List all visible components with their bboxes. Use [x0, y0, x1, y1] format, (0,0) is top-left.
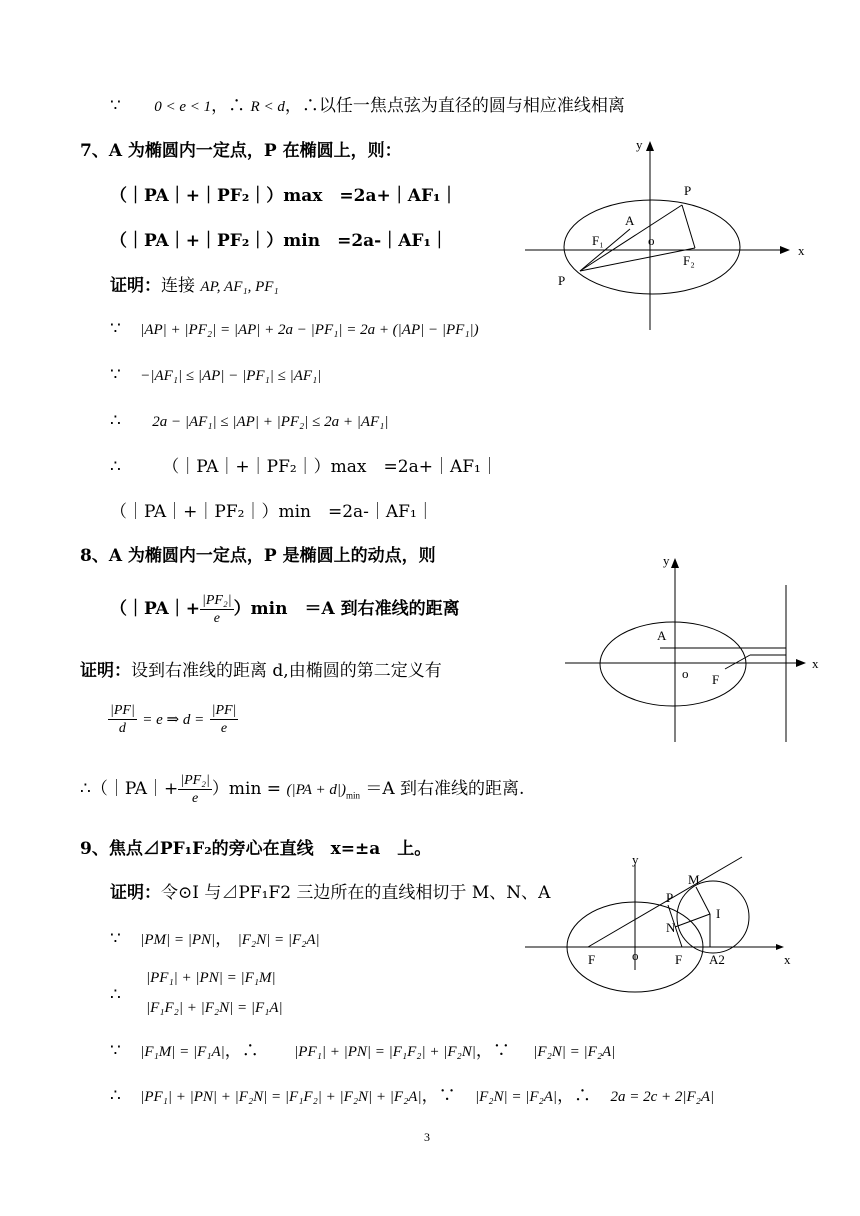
- math-implication: = e ⇒ d =: [142, 712, 205, 728]
- math-inequality: R < d: [250, 99, 285, 115]
- connector-text: ，∴: [557, 1086, 592, 1106]
- math-equation: |F₂N| = |F₂A|: [475, 1089, 558, 1105]
- connector-text: ，∴: [211, 96, 246, 116]
- label-p-top: P: [684, 183, 692, 198]
- conclusion-text: ，∴以任一焦点弦为直径的圆与相应准线相离: [284, 96, 625, 116]
- label-x: x: [798, 243, 805, 258]
- proof-7-step1: [110, 318, 479, 341]
- proof-7-result-min: （｜PA｜+｜PF₂｜）min =2a-｜AF₁｜: [110, 502, 434, 522]
- label-o: o: [648, 233, 655, 248]
- fraction-pf2-e: [178, 772, 212, 807]
- therefore-symbol: ∴: [110, 457, 121, 477]
- proof-9-step2b: [146, 996, 283, 1019]
- proof-8-intro: [80, 660, 442, 682]
- proof-9-step2-symbol: ∴: [110, 985, 121, 1005]
- proof-text: 令⊙I 与⊿PF₁F2 三边所在的直线相切于 M、N、A: [161, 883, 551, 903]
- label-o: o: [682, 666, 689, 681]
- math-equation: |AP| + |PF₂| = |AP| + 2a − |PF₁| = 2a + (|AP| − |PF₁|): [140, 322, 479, 338]
- page-number: 3: [424, 1130, 430, 1144]
- label-m: M: [688, 872, 700, 887]
- label-x: x: [812, 656, 819, 671]
- formula-part: （｜PA｜+: [110, 599, 200, 619]
- because-symbol: ∵: [110, 929, 121, 949]
- proof-7-step3: [110, 410, 389, 433]
- because-symbol: ∵: [110, 1041, 121, 1061]
- label-y: y: [663, 553, 670, 568]
- because-symbol: ∵: [110, 319, 121, 339]
- label-a: A: [657, 628, 667, 643]
- math-inequality: −|AF₁| ≤ |AP| − |PF₁| ≤ |AF₁|: [140, 368, 322, 384]
- proof-label: 证明：: [80, 661, 131, 681]
- proof-9-step1: [110, 928, 320, 951]
- formula-part: ）min ＝A 到右准线的距离: [233, 599, 460, 619]
- x-arrow-icon: [796, 659, 806, 667]
- math-equation: 2a = 2c + 2|F₂A|: [610, 1089, 715, 1105]
- label-p: P: [666, 890, 674, 905]
- fraction-numerator: |PF₂|: [180, 773, 210, 788]
- label-a2: A2: [709, 952, 725, 967]
- math-equation: |PF₁| + |PN| = |F₁F₂| + |F₂N|: [294, 1044, 476, 1060]
- therefore-symbol: ∴: [110, 1086, 121, 1106]
- segment-pf2: [682, 205, 695, 248]
- formula-7-min: （｜PA｜+｜PF₂｜）min =2a-｜AF₁｜: [110, 231, 448, 251]
- math-segments: AP, AF₁, PF₁: [200, 279, 279, 295]
- proof-text: 设到右准线的距离 d,由椭圆的第二定义有: [131, 661, 442, 681]
- fraction-numerator: |PF₂|: [201, 593, 232, 608]
- continuation-line: [110, 95, 625, 118]
- math-equation: |PF₁| + |PN| + |F₂N| = |F₁F₂| + |F₂N| + |F₂A|: [140, 1089, 422, 1105]
- radius-in: [675, 914, 710, 927]
- math-inequality: 2a − |AF₁| ≤ |AP| + |PF₂| ≤ 2a + |AF₁|: [152, 414, 389, 430]
- heading-7: 7、A 为椭圆内一定点，P 在椭圆上，则：: [80, 141, 402, 161]
- therefore-symbol: ∴: [110, 411, 121, 431]
- math-equation: |F₁F₂| + |F₂N| = |F₁A|: [146, 1000, 283, 1016]
- proof-7-intro: [110, 275, 279, 298]
- formula-8: [110, 592, 460, 627]
- figure-9-excircle: [520, 852, 800, 972]
- result-part: ＝A 到右准线的距离.: [365, 779, 525, 799]
- heading-9: 9、焦点⊿PF₁F₂的旁心在直线 x=±a 上。: [80, 839, 432, 859]
- proof-7-step2: [110, 364, 321, 387]
- label-f-left: F: [588, 952, 596, 967]
- proof-9-step4: [110, 1085, 714, 1108]
- label-f2: F₂: [683, 253, 695, 268]
- label-n: N: [666, 920, 676, 935]
- proof-label: 证明：: [110, 276, 161, 296]
- x-arrow-icon: [776, 944, 784, 950]
- line-f1-p-extended: [588, 857, 742, 947]
- proof-9-step2a: [146, 966, 276, 989]
- comma: ，: [215, 929, 233, 949]
- proof-7-result-max: [110, 456, 498, 478]
- math-inequality: 0 < e < 1: [154, 99, 212, 115]
- fraction-denominator: d: [118, 721, 126, 736]
- math-equation: |F₂N| = |F₂A|: [533, 1044, 616, 1060]
- proof-8-result: [80, 772, 524, 807]
- fraction-pf2-e: [200, 592, 234, 627]
- heading-8: 8、A 为椭圆内一定点，P 是椭圆上的动点，则: [80, 546, 436, 566]
- fraction-denominator: e: [213, 611, 220, 626]
- label-i: I: [716, 906, 721, 921]
- proof-9-step3: [110, 1040, 615, 1063]
- proof-label: 证明：: [110, 883, 161, 903]
- math-equation: |PF₁| + |PN| = |F₁M|: [146, 970, 276, 986]
- y-arrow-icon: [646, 141, 654, 151]
- figure-7-ellipse: [520, 135, 810, 335]
- result-part: ）min =: [211, 779, 282, 799]
- math-equation: |F₂N| = |F₂A|: [237, 932, 320, 948]
- fraction-denominator: e: [191, 791, 199, 806]
- label-o: o: [632, 948, 639, 963]
- label-x: x: [784, 952, 791, 967]
- fraction-numerator: |PF|: [211, 703, 237, 718]
- excircle-i: [677, 881, 749, 953]
- x-arrow-icon: [780, 246, 790, 254]
- label-f1: F₁: [592, 233, 604, 248]
- fraction-numerator: |PF|: [110, 703, 135, 718]
- connector-text: ，∴: [224, 1041, 259, 1061]
- fraction-pf-e: [210, 702, 239, 737]
- radius-im: [696, 887, 710, 914]
- result-part: ∴（｜PA｜+: [80, 779, 179, 799]
- ellipse-curve: [600, 622, 746, 706]
- figure-8-ellipse: [560, 550, 830, 750]
- label-p-left: P: [558, 273, 566, 288]
- proof-8-definition: [108, 702, 238, 737]
- fraction-denominator: e: [220, 721, 228, 736]
- proof-9-intro: [110, 882, 550, 904]
- connector-text: ，∵: [421, 1086, 456, 1106]
- connector-text: ，∵: [475, 1041, 510, 1061]
- label-y: y: [632, 852, 639, 867]
- label-f-right: F: [675, 952, 683, 967]
- result-text: （｜PA｜+｜PF₂｜）max =2a+｜AF₁｜: [162, 457, 498, 477]
- math-equation: |F₁M| = |F₁A|: [140, 1044, 225, 1060]
- label-a: A: [625, 213, 635, 228]
- y-arrow-icon: [671, 558, 679, 568]
- label-y: y: [636, 137, 643, 152]
- math-equation: |PM| = |PN|: [140, 932, 216, 948]
- subscript-min: min: [345, 790, 360, 801]
- formula-7-max: （｜PA｜+｜PF₂｜）max =2a+｜AF₁｜: [110, 186, 458, 206]
- proof-text: 连接: [161, 276, 195, 296]
- math-expression: (|PA + d|): [286, 782, 346, 798]
- because-symbol: ∵: [110, 96, 121, 116]
- fraction-pf-d: [108, 702, 137, 737]
- because-symbol: ∵: [110, 365, 121, 385]
- label-f: F: [712, 672, 720, 687]
